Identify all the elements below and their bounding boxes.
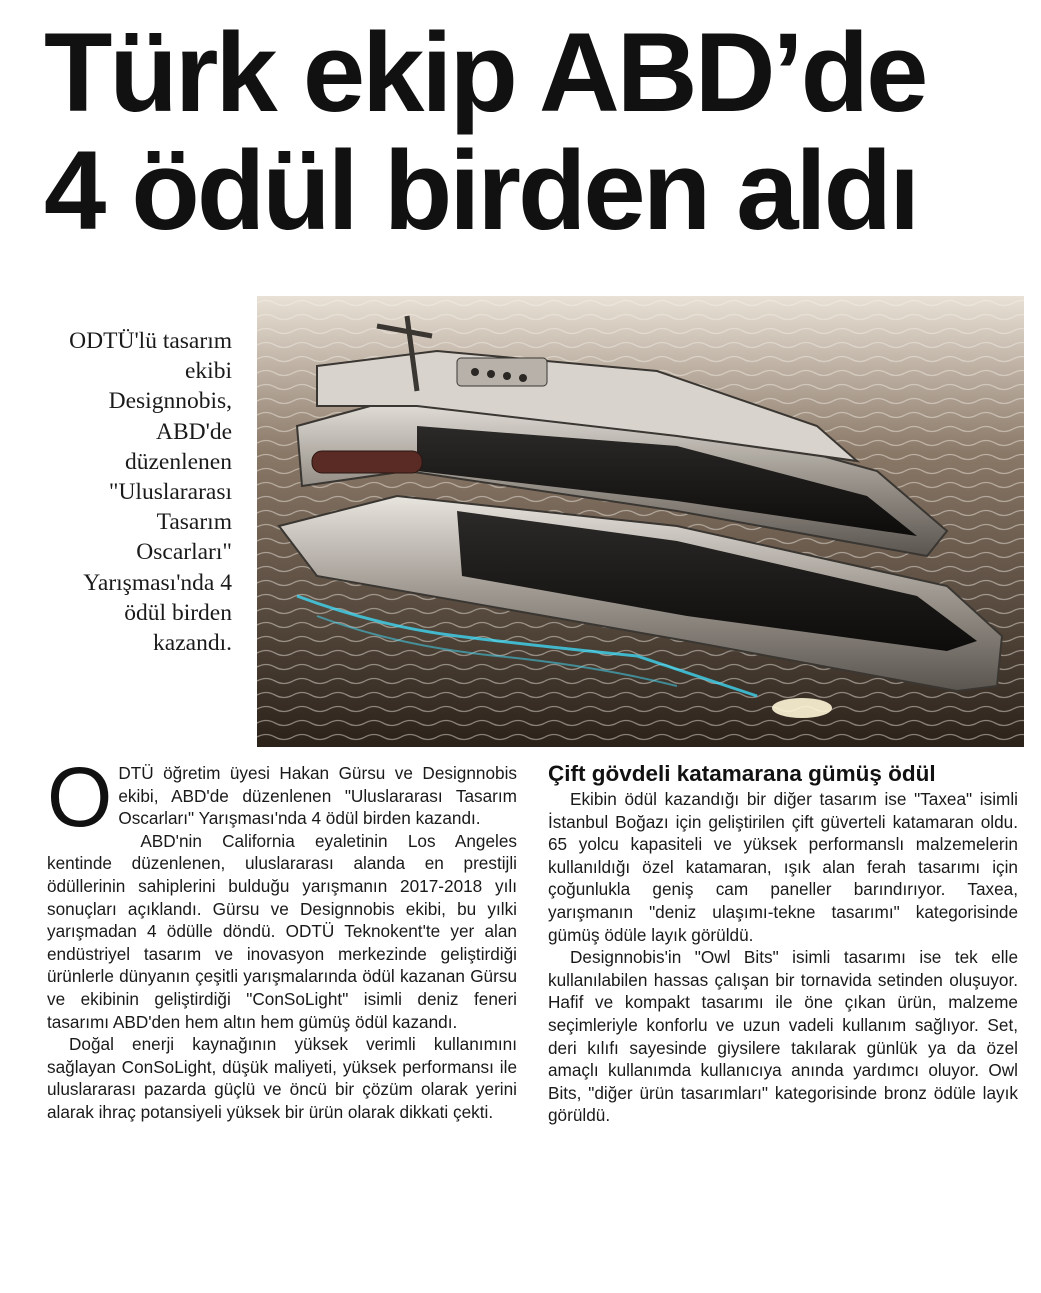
headline-line-1: Türk ekip ABD’de: [44, 10, 926, 135]
photo-caption: ODTÜ'lü tasarım ekibi Designnobis, ABD'de düzenlenen "Uluslararası Tasarım Oscarları" Yarışması'nda 4 ödül birden kazandı.: [69, 328, 232, 657]
paragraph-4: Ekibin ödül kazandığı bir diğer tasarım ise "Taxea" isimli İstanbul Boğazı için geliştirilen çift güverteli katamaran oldu. 65 yolcu kapasiteli ve yüksek performanslı malzemelerin kullanıldığı özel katamaran, ışık alan ferah tasarımı için çoğunlukla geniş cam paneller barındırıyor. Taxea, yarışmanın "deniz ulaşımı-tekne tasarımı" kategorisinde gümüş ödüle layık görüldü.: [548, 789, 1018, 945]
subheading: Çift gövdeli katamarana gümüş ödül: [548, 761, 936, 786]
paragraph-1: [47, 750, 517, 844]
catamaran-photo: [257, 296, 1024, 747]
drop-cap: O: [47, 750, 113, 844]
article-column-1: [47, 750, 517, 1124]
article-column-2: [548, 788, 1018, 1127]
paragraph-1-text: DTÜ öğretim üyesi Hakan Gürsu ve Designnobis ekibi, ABD'de düzenlenen "Uluslararası Tasarım Oscarları" Yarışması'nda 4 ödül birden kazandı.: [118, 763, 517, 829]
paragraph-3: Doğal enerji kaynağının yüksek verimli kullanımını sağlayan ConSoLight, düşük maliyeti, yüksek performansı ile uluslararası pazarda güçlü ve öncü bir çözüm olarak yerini alarak ihraç potansiyeli yüksek bir ürün olarak dikkati çekti.: [47, 1034, 517, 1122]
paragraph-2: ABD'nin California eyaletinin Los Angeles kentinde düzenlenen, uluslararası alanda en prestijli ödüllerinin sahiplerini bulduğu yarışmanın 2017-2018 yılı sonuçları açıklandı. Gürsu ve Designnobis ekibi, bu yılki yarışmadan 4 ödülle döndü. ODTÜ Teknokent'te yer alan endüstriyel tasarım ve inovasyon merkezinde geliştirdiği ürünlerle dünyanın çeşitli yarışmalarında ödül kazanan Gürsu ve ekibinin geliştirdiği "ConSoLight" isimli deniz feneri tasarımı ABD'den hem altın hem gümüş ödül kazandı.: [47, 830, 517, 1032]
headline-line-2: 4 ödül birden aldı: [44, 128, 918, 253]
headline: [44, 10, 1004, 253]
paragraph-5: Designnobis'in "Owl Bits" isimli tasarımı ise tek elle kullanılabilen hassas çalışan bir tornavida setinden oluşuyor. Hafif ve kompakt tasarımı ile öne çıkan ürün, malzeme seçimleriyle konforlu ve uzun vadeli kullanım sağlıyor. Set, deri kılıfı sayesinde giysilere takılarak günlük ya da özel amaçlı kullanımda kullanıcıya anında yardımcı oluyor. Owl Bits, "diğer ürün tasarımları" kategorisinde bronz ödüle layık görüldü.: [548, 947, 1018, 1126]
